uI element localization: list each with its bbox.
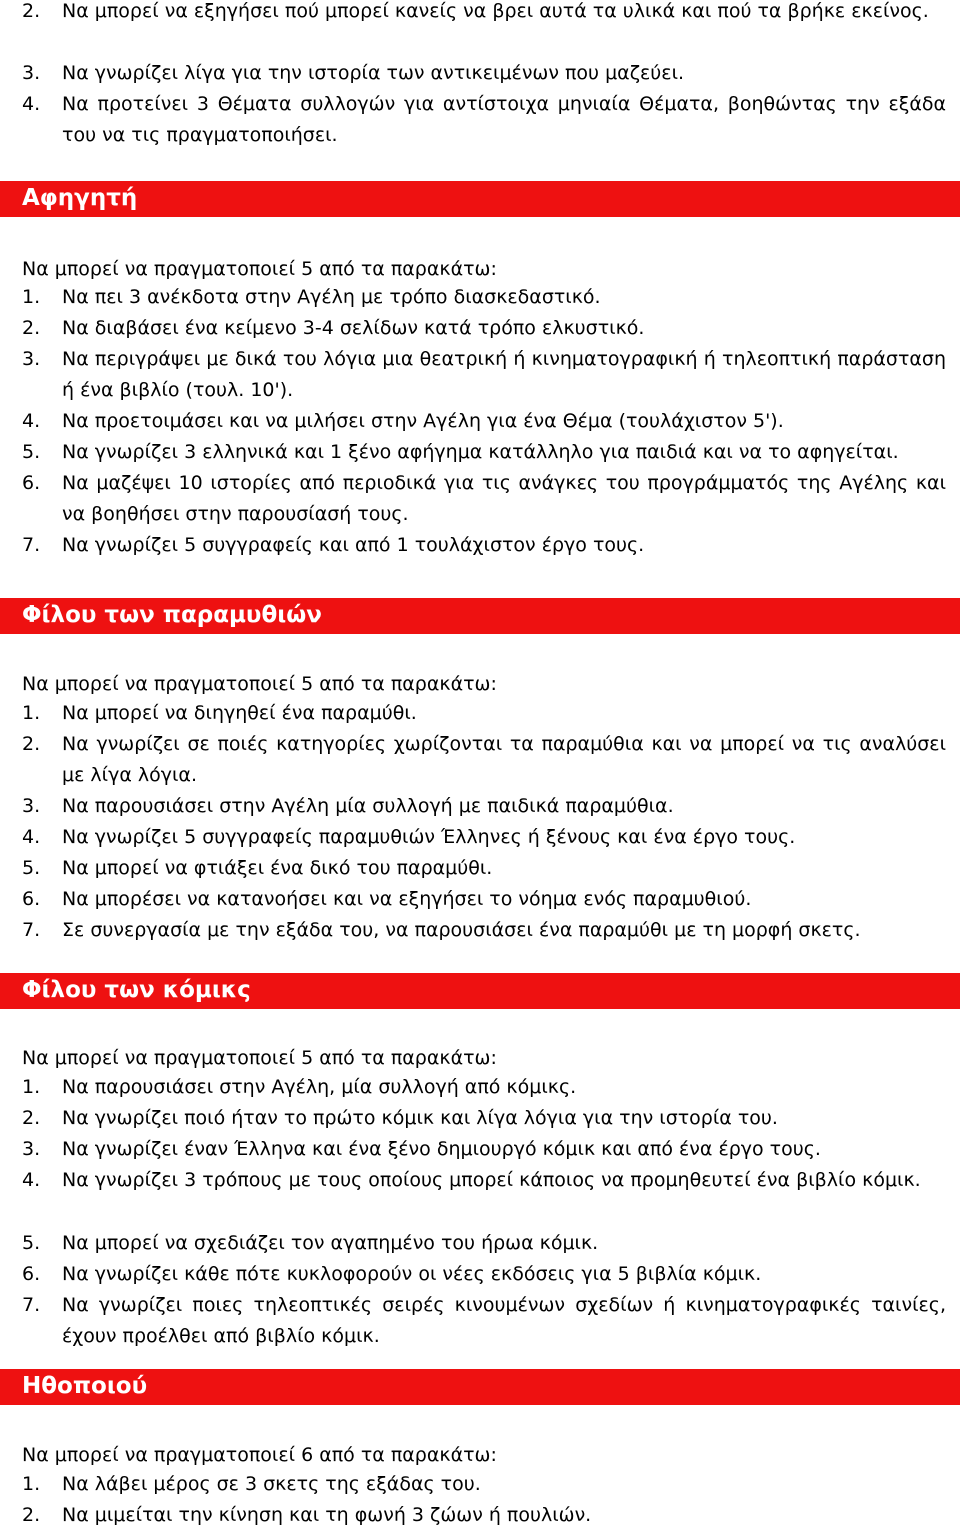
list-item: 3. Να περιγράψει με δικά του λόγια μια θεατρική ή κινηματογραφική ή τηλεοπτική παράσταση ή ένα βιβλίο (τουλ. 10'). <box>22 348 946 401</box>
list-item: 1. Να μπορεί να διηγηθεί ένα παραμύθι. <box>22 702 417 724</box>
section-header <box>0 1369 960 1405</box>
list-item: 2. Να διαβάσει ένα κείμενο 3-4 σελίδων κατά τρόπο ελκυστικό. <box>22 317 645 339</box>
section-intro: Να μπορεί να πραγματοποιεί 5 από τα παρακάτω: <box>22 673 497 695</box>
section-title: Ηθοποιού <box>22 1373 148 1399</box>
section-title: Φίλου των παραμυθιών <box>22 602 322 628</box>
list-item: 3. Να παρουσιάσει στην Αγέλη μία συλλογή με παιδικά παραμύθια. <box>22 795 674 817</box>
section-intro: Να μπορεί να πραγματοποιεί 6 από τα παρακάτω: <box>22 1444 497 1466</box>
list-item: 4. Να γνωρίζει 3 τρόπους με τους οποίους μπορεί κάποιος να προμηθευτεί ένα βιβλίο κόμικ. <box>22 1169 921 1191</box>
list-item: 6. Να μαζέψει 10 ιστορίες από περιοδικά για τις ανάγκες του προγράμματός της Αγέλης και να βοηθήσει στην παρουσίασή τους. <box>22 472 946 525</box>
section-title: Φίλου των κόμικς <box>22 977 251 1003</box>
list-item: 1. Να πει 3 ανέκδοτα στην Αγέλη με τρόπο διασκεδαστικό. <box>22 286 601 308</box>
list-item: 2. Να μιμείται την κίνηση και τη φωνή 3 ζώων ή πουλιών. <box>22 1504 592 1526</box>
section-intro: Να μπορεί να πραγματοποιεί 5 από τα παρακάτω: <box>22 1047 497 1069</box>
list-item: 7. Να γνωρίζει ποιες τηλεοπτικές σειρές κινουμένων σχεδίων ή κινηματογραφικές ταινίες, έχουν προέλθει από βιβλίο κόμικ. <box>22 1294 946 1347</box>
list-item: 2. Να μπορεί να εξηγήσει πού μπορεί κανείς να βρει αυτά τα υλικά και πού τα βρήκε εκείνος. <box>22 0 929 22</box>
list-item: 2. Να γνωρίζει ποιό ήταν το πρώτο κόμικ και λίγα λόγια για την ιστορία του. <box>22 1107 778 1129</box>
list-item: 4. Να προετοιμάσει και να μιλήσει στην Αγέλη για ένα Θέμα (τουλάχιστον 5'). <box>22 410 784 432</box>
list-item: 6. Να μπορέσει να κατανοήσει και να εξηγήσει το νόημα ενός παραμυθιού. <box>22 888 752 910</box>
list-item: 3. Να γνωρίζει έναν Έλληνα και ένα ξένο δημιουργό κόμικ και από ένα έργο τους. <box>22 1138 821 1160</box>
section-header <box>0 181 960 217</box>
list-item: 4. Να γνωρίζει 5 συγγραφείς παραμυθιών Έλληνες ή ξένους και ένα έργο τους. <box>22 826 796 848</box>
list-item: 4. Να προτείνει 3 Θέματα συλλογών για αντίστοιχα μηνιαία Θέματα, βοηθώντας την εξάδα του να τις πραγματοποιήσει. <box>22 93 946 146</box>
list-item: 5. Να μπορεί να φτιάξει ένα δικό του παραμύθι. <box>22 857 493 879</box>
list-item: 2. Να γνωρίζει σε ποιές κατηγορίες χωρίζονται τα παραμύθια και να μπορεί να τις αναλύσει με λίγα λόγια. <box>22 733 946 786</box>
list-item: 5. Να μπορεί να σχεδιάζει τον αγαπημένο του ήρωα κόμικ. <box>22 1232 599 1254</box>
list-item: 6. Να γνωρίζει κάθε πότε κυκλοφορούν οι νέες εκδόσεις για 5 βιβλία κόμικ. <box>22 1263 762 1285</box>
section-header <box>0 598 960 634</box>
list-item: 1. Να λάβει μέρος σε 3 σκετς της εξάδας του. <box>22 1473 481 1495</box>
section-title: Αφηγητή <box>22 185 138 211</box>
list-item: 1. Να παρουσιάσει στην Αγέλη, μία συλλογή από κόμικς. <box>22 1076 577 1098</box>
section-header <box>0 973 960 1009</box>
list-item: 7. Σε συνεργασία με την εξάδα του, να παρουσιάσει ένα παραμύθι με τη μορφή σκετς. <box>22 919 861 941</box>
list-item: 7. Να γνωρίζει 5 συγγραφείς και από 1 τουλάχιστον έργο τους. <box>22 534 645 556</box>
section-intro: Να μπορεί να πραγματοποιεί 5 από τα παρακάτω: <box>22 258 497 280</box>
list-item: 5. Να γνωρίζει 3 ελληνικά και 1 ξένο αφήγημα κατάλληλο για παιδιά και να το αφηγείται. <box>22 441 899 463</box>
list-item: 3. Να γνωρίζει λίγα για την ιστορία των αντικειμένων που μαζεύει. <box>22 62 685 84</box>
